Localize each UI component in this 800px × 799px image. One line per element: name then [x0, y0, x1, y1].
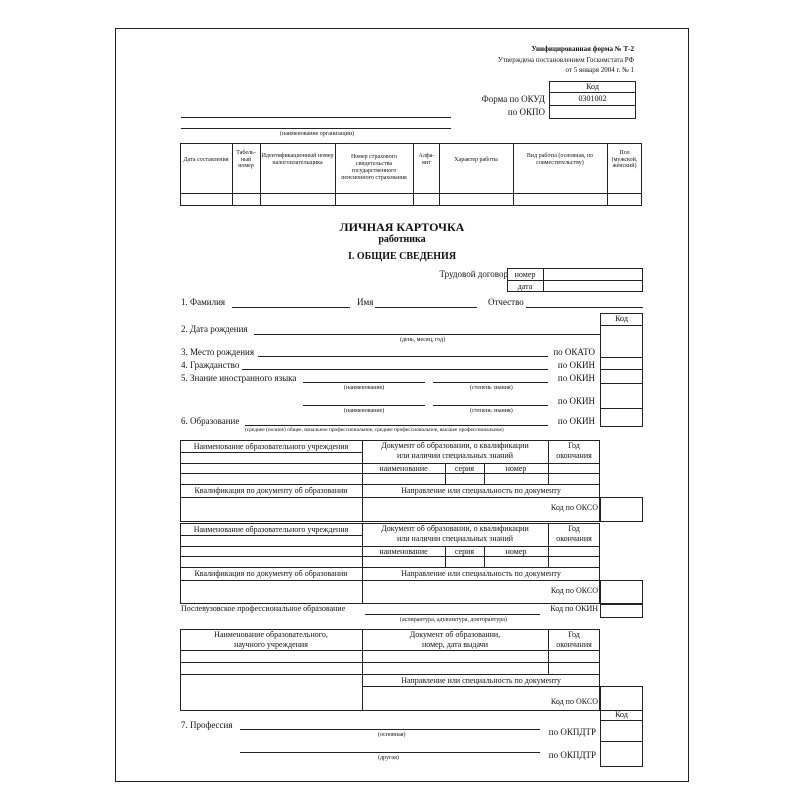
profession-main-caption: (основная): [378, 732, 406, 738]
edu2-okso-label: Код по ОКСО: [550, 586, 598, 595]
postgrad-line[interactable]: [365, 614, 540, 615]
edu2-document-header-2: или наличии специальных знаний: [396, 534, 513, 543]
contract-label: Трудовой договор: [439, 269, 508, 279]
okud-label: Форма по ОКУД: [481, 94, 545, 104]
contract-date-label: дата: [517, 282, 533, 291]
profession-other-line[interactable]: [240, 752, 540, 753]
surname-label: 1. Фамилия: [181, 297, 226, 307]
okin-label-2: по ОКИН: [557, 373, 595, 383]
edu1-year-header-1: Год: [568, 441, 580, 450]
edu2-institution-header: Наименование образовательного учреждения: [193, 525, 349, 534]
okpdtr-label-2: по ОКПДТР: [548, 750, 596, 760]
edu1-doc-number-header: номер: [505, 464, 527, 473]
language-name-caption-1: (наименование): [344, 385, 385, 391]
okato-label: по ОКАТО: [553, 347, 595, 357]
okpo-code-cell[interactable]: [549, 105, 636, 119]
org-line-2[interactable]: [181, 128, 451, 129]
col-work-nature: Характер работы: [454, 156, 498, 163]
education-caption: (среднее (полное) общее, начальное профессиональное, среднее профессиональное, высшее профессиональное): [245, 427, 504, 433]
language-level-caption-2: (степень знания): [470, 408, 513, 414]
okin-label-1: по ОКИН: [557, 360, 595, 370]
postgrad-okin-code[interactable]: [600, 604, 643, 618]
patronymic-label: Отчество: [488, 297, 524, 307]
col-inn: Идентификационный номер налогоплательщика: [261, 153, 334, 166]
name-line[interactable]: [375, 307, 477, 308]
edu1-specialty-header: Направление или специальность по документу: [401, 486, 561, 495]
language-name-line-1[interactable]: [303, 382, 425, 383]
edu2-okso-code[interactable]: [600, 580, 643, 604]
edu2-doc-number-header: номер: [505, 547, 527, 556]
language-level-line-2[interactable]: [433, 405, 548, 406]
edu1-doc-series-header: серия: [454, 464, 475, 473]
okud-code-value: 0301002: [578, 94, 607, 103]
edu2-year-header-1: Год: [568, 524, 580, 533]
edu2-year-header-2: окончания: [556, 534, 592, 543]
edu1-year-header-2: окончания: [556, 451, 592, 460]
col-insurance: Номер страхового свидетельства государственного пенсионного страхования: [341, 154, 407, 181]
col-tab-number: Табель-ный номер: [236, 149, 256, 170]
section-title: I. ОБЩИЕ СВЕДЕНИЯ: [347, 251, 457, 262]
science-institution-header-1: Наименование образовательного,: [214, 630, 328, 639]
science-specialty-header: Направление или специальность по документу: [401, 676, 561, 685]
science-okso-code[interactable]: [600, 686, 643, 711]
edu2-document-header-1: Документ об образовании, о квалификации: [381, 524, 529, 533]
form-title: Унифицированная форма № Т-2: [531, 45, 634, 53]
card-subtitle: работника: [378, 234, 426, 245]
col-alphabet: Алфа-вит: [418, 153, 435, 166]
edu1-document-header-2: или наличии специальных знаний: [396, 451, 513, 460]
profession-code-label: Код: [615, 710, 628, 719]
profession-label: 7. Профессия: [181, 720, 233, 730]
org-line-1[interactable]: [181, 117, 451, 118]
education-label: 6. Образование: [181, 416, 240, 426]
okin-label-4: по ОКИН: [557, 416, 595, 426]
code-column-label: Код: [615, 314, 628, 323]
code-header-label: Код: [586, 82, 599, 91]
science-document-header-1: Документ об образовании,: [409, 630, 501, 639]
postgrad-caption: (аспирантура, адъюнктура, докторантура): [400, 617, 507, 623]
birth-place-line[interactable]: [258, 356, 548, 357]
birth-date-label: 2. Дата рождения: [181, 324, 248, 334]
language-name-line-2[interactable]: [303, 405, 425, 406]
citizenship-line[interactable]: [242, 369, 548, 370]
patronymic-line[interactable]: [526, 307, 643, 308]
science-document-header-2: номер, дата выдачи: [421, 640, 489, 649]
education-line[interactable]: [245, 425, 548, 426]
science-year-header-1: Год: [568, 630, 580, 639]
contract-number-label: номер: [514, 270, 536, 279]
edu1-institution-header: Наименование образовательного учреждения: [193, 442, 349, 451]
approved-line-2: от 5 января 2004 г. № 1: [565, 66, 634, 74]
language-level-line-1[interactable]: [433, 382, 548, 383]
card-title: ЛИЧНАЯ КАРТОЧКА: [339, 220, 465, 234]
birth-date-line[interactable]: [254, 334, 600, 335]
okpdtr-label-1: по ОКПДТР: [548, 727, 596, 737]
col-work-type: Вид работы (основная, по совместительству): [526, 153, 594, 166]
edu1-document-header-1: Документ об образовании, о квалификации: [381, 441, 529, 450]
science-institution-header-2: научного учреждения: [234, 640, 308, 649]
language-label: 5. Знание иностранного языка: [181, 373, 297, 383]
birth-date-caption: (день, месяц, год): [400, 337, 446, 343]
edu2-doc-series-header: серия: [454, 547, 475, 556]
edu1-okso-label: Код по ОКСО: [550, 503, 598, 512]
approved-line-1: Утверждена постановлением Госкомстата РФ: [497, 56, 634, 64]
edu2-doc-name-header: наименование: [379, 547, 428, 556]
edu2-qualification-header: Квалификация по документу об образовании: [194, 569, 348, 578]
postgrad-okin-label: Код по ОКИН: [550, 604, 598, 613]
birth-place-label: 3. Место рождения: [181, 347, 255, 357]
okin-label-3: по ОКИН: [557, 396, 595, 406]
science-year-header-2: окончания: [556, 640, 592, 649]
okpo-label: по ОКПО: [507, 107, 545, 117]
col-gender: Пол (мужской, женский): [611, 149, 638, 170]
language-level-caption-1: (степень знания): [470, 385, 513, 391]
science-okso-label: Код по ОКСО: [550, 697, 598, 706]
edu1-okso-code[interactable]: [600, 497, 643, 522]
surname-line[interactable]: [232, 307, 350, 308]
edu1-qualification-header: Квалификация по документу об образовании: [194, 486, 348, 495]
postgrad-label: Послевузовское профессиональное образование: [181, 604, 346, 613]
profession-other-caption: (другая): [378, 755, 399, 761]
org-caption: (наименование организации): [280, 131, 354, 137]
name-label: Имя: [357, 297, 374, 307]
language-name-caption-2: (наименование): [344, 408, 385, 414]
code-column-personal: [600, 313, 643, 427]
edu2-specialty-header: Направление или специальность по документу: [401, 569, 561, 578]
profession-main-line[interactable]: [240, 729, 540, 730]
citizenship-label: 4. Гражданство: [181, 360, 240, 370]
col-date: Дата составления: [183, 156, 229, 163]
edu1-doc-name-header: наименование: [379, 464, 428, 473]
personnel-table-divider: [180, 193, 642, 194]
